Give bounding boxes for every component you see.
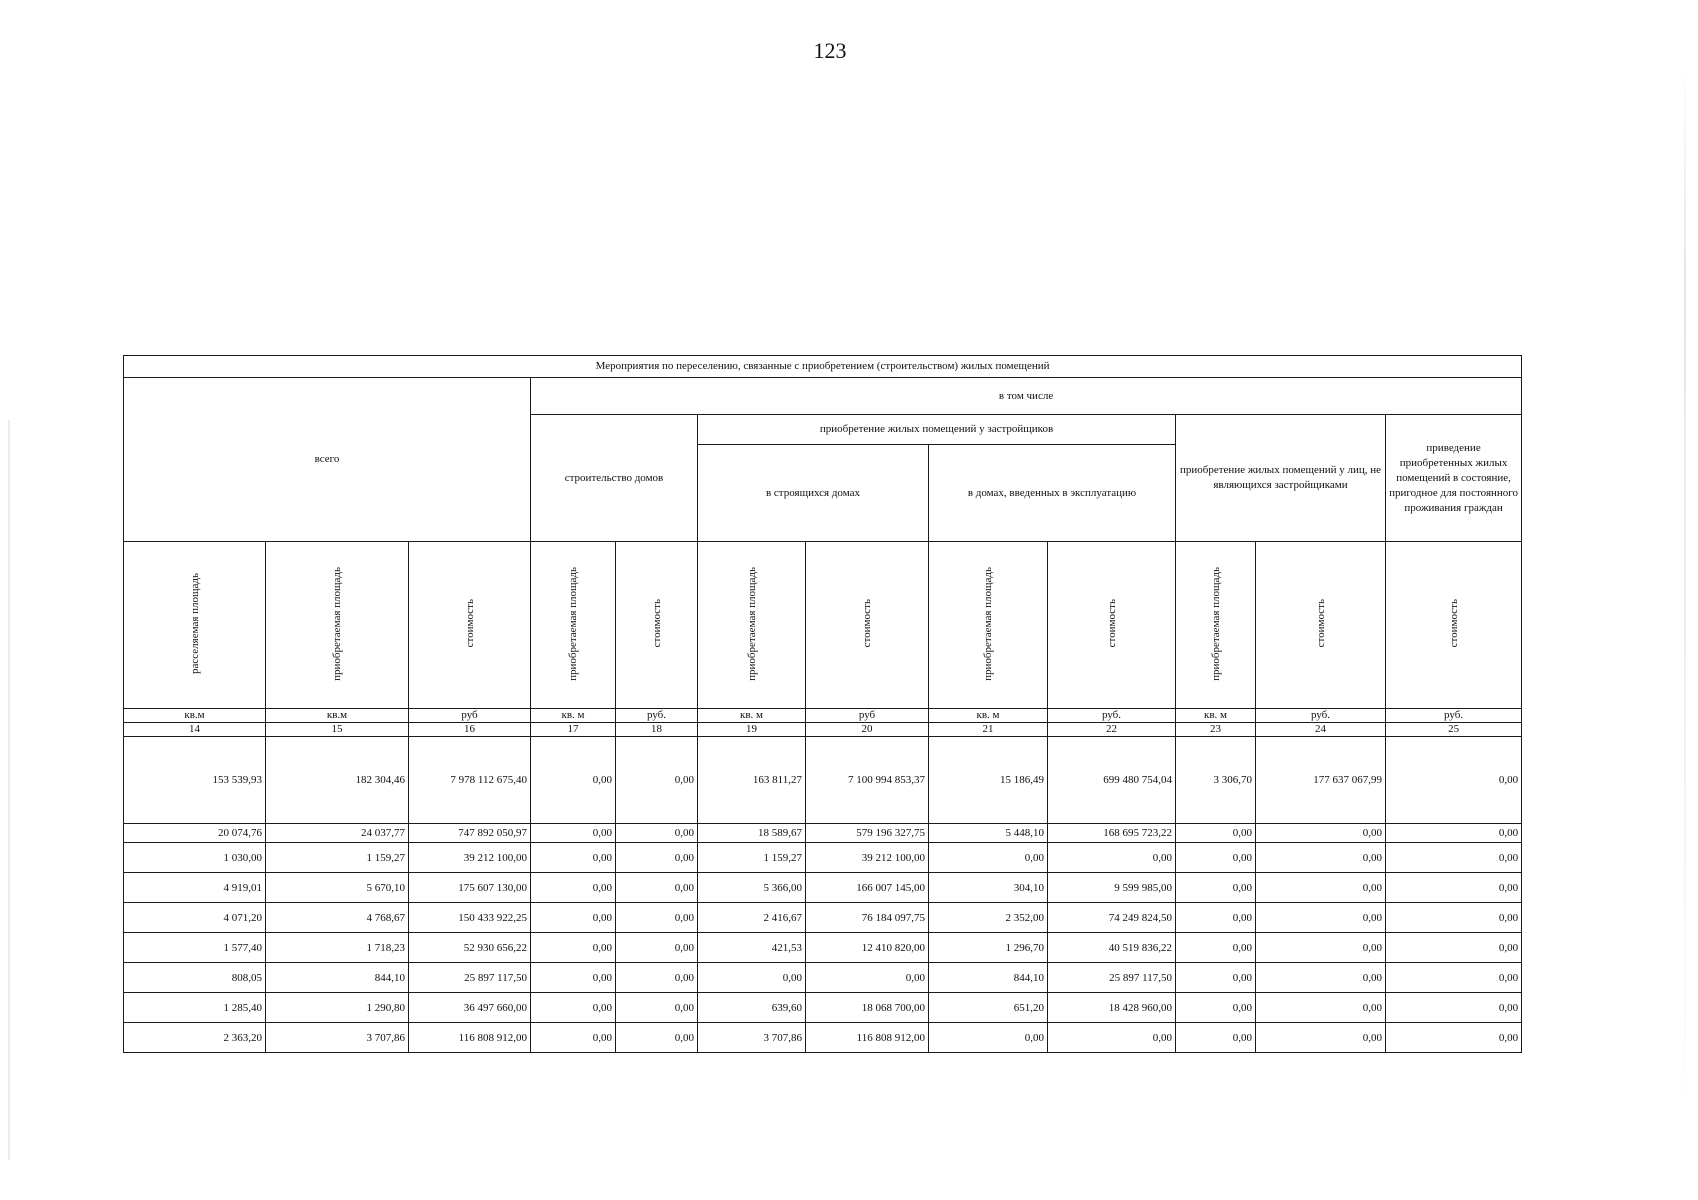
table-cell: 4 071,20 [124, 903, 266, 933]
table-cell: 0,00 [929, 1023, 1048, 1053]
table-cell: 1 718,23 [266, 933, 409, 963]
column-label [806, 542, 929, 709]
column-number: 21 [929, 723, 1048, 737]
header-privedenie: приведение приобретенных жилых помещений в состояние, пригодное для постоянного проживания граждан [1386, 415, 1522, 542]
table-cell: 0,00 [1386, 993, 1522, 1023]
table-cell: 39 212 100,00 [806, 843, 929, 873]
column-label [616, 542, 698, 709]
table-cell: 0,00 [1176, 903, 1256, 933]
column-label [698, 542, 806, 709]
resettlement-table [123, 355, 1522, 1053]
table-row [124, 843, 1522, 873]
table-cell: 0,00 [531, 1023, 616, 1053]
table-cell: 9 599 985,00 [1048, 873, 1176, 903]
column-unit: руб. [616, 709, 698, 723]
table-cell: 150 433 922,25 [409, 903, 531, 933]
table-cell: 1 159,27 [698, 843, 806, 873]
table-cell: 0,00 [1386, 903, 1522, 933]
column-unit: кв. м [531, 709, 616, 723]
column-number: 14 [124, 723, 266, 737]
column-unit: руб [806, 709, 929, 723]
table-cell: 0,00 [1176, 963, 1256, 993]
table-cell: 4 768,67 [266, 903, 409, 933]
table-cell: 0,00 [616, 843, 698, 873]
table-cell: 1 159,27 [266, 843, 409, 873]
table-cell: 0,00 [806, 963, 929, 993]
table-cell: 0,00 [531, 843, 616, 873]
table-cell: 0,00 [1386, 843, 1522, 873]
table-cell: 5 670,10 [266, 873, 409, 903]
table-cell: 5 366,00 [698, 873, 806, 903]
column-label [1176, 542, 1256, 709]
table-row [124, 933, 1522, 963]
table-cell: 18 068 700,00 [806, 993, 929, 1023]
scan-edge-artifact-left [8, 420, 10, 1160]
table-cell: 0,00 [531, 933, 616, 963]
column-number: 17 [531, 723, 616, 737]
table-cell: 0,00 [1386, 933, 1522, 963]
column-label [1048, 542, 1176, 709]
table-cell: 651,20 [929, 993, 1048, 1023]
table-cell: 12 410 820,00 [806, 933, 929, 963]
column-label-text: приобретаемая площадь [1209, 566, 1222, 681]
table-cell: 0,00 [1176, 824, 1256, 843]
table-cell: 0,00 [1386, 1023, 1522, 1053]
column-unit: руб. [1256, 709, 1386, 723]
column-label [1386, 542, 1522, 709]
table-cell: 0,00 [616, 824, 698, 843]
column-number: 15 [266, 723, 409, 737]
column-label-text: стоимость [1447, 599, 1460, 648]
table-cell: 0,00 [531, 824, 616, 843]
table-cell: 0,00 [1256, 824, 1386, 843]
table-cell: 808,05 [124, 963, 266, 993]
column-label-text: стоимость [463, 599, 476, 648]
column-label-text: стоимость [861, 599, 873, 648]
scan-edge-artifact [1684, 60, 1686, 1140]
table-cell: 0,00 [531, 993, 616, 1023]
column-numbers-row [124, 723, 1522, 737]
table-cell: 2 416,67 [698, 903, 806, 933]
table-cell: 0,00 [531, 737, 616, 824]
table-cell: 3 707,86 [698, 1023, 806, 1053]
table-cell: 74 249 824,50 [1048, 903, 1176, 933]
header-priobretenie-zastr: приобретение жилых помещений у застройщиков [698, 415, 1176, 445]
table-cell: 844,10 [266, 963, 409, 993]
table-cell: 163 811,27 [698, 737, 806, 824]
table-cell: 3 306,70 [1176, 737, 1256, 824]
table-cell: 0,00 [616, 873, 698, 903]
table-cell: 177 637 067,99 [1256, 737, 1386, 824]
table-cell: 2 352,00 [929, 903, 1048, 933]
table-cell: 153 539,93 [124, 737, 266, 824]
header-vsego: всего [124, 378, 531, 542]
table-cell: 116 808 912,00 [409, 1023, 531, 1053]
table-cell: 0,00 [616, 737, 698, 824]
table-cell: 15 186,49 [929, 737, 1048, 824]
column-unit: кв. м [698, 709, 806, 723]
page-number: 123 [813, 38, 847, 63]
table-cell: 1 577,40 [124, 933, 266, 963]
table-cell: 7 100 994 853,37 [806, 737, 929, 824]
table-cell: 39 212 100,00 [409, 843, 531, 873]
table-cell: 5 448,10 [929, 824, 1048, 843]
column-label-text: стоимость [650, 599, 663, 648]
header-v-stroyaschihsya: в строящихся домах [698, 445, 929, 542]
table-cell: 0,00 [1256, 963, 1386, 993]
table-cell: 0,00 [1386, 873, 1522, 903]
column-unit: кв. м [929, 709, 1048, 723]
table-cell: 0,00 [1256, 933, 1386, 963]
table-title: Мероприятия по переселению, связанные с приобретением (строительством) жилых помещений [124, 356, 1522, 378]
column-label [266, 542, 409, 709]
column-units-row [124, 709, 1522, 723]
table-cell: 2 363,20 [124, 1023, 266, 1053]
column-number: 25 [1386, 723, 1522, 737]
table-cell: 25 897 117,50 [409, 963, 531, 993]
table-cell: 844,10 [929, 963, 1048, 993]
column-unit: руб. [1386, 709, 1522, 723]
column-unit: руб. [1048, 709, 1176, 723]
table-cell: 7 978 112 675,40 [409, 737, 531, 824]
column-label [531, 542, 616, 709]
table-cell: 0,00 [1176, 993, 1256, 1023]
table-cell: 0,00 [1256, 843, 1386, 873]
table-cell: 0,00 [616, 903, 698, 933]
column-label-text: приобретаемая площадь [982, 566, 994, 681]
table-cell: 0,00 [1048, 843, 1176, 873]
table-cell: 0,00 [616, 993, 698, 1023]
table-body [124, 737, 1522, 1053]
table-row [124, 993, 1522, 1023]
table-cell: 76 184 097,75 [806, 903, 929, 933]
column-label [929, 542, 1048, 709]
table-cell: 1 285,40 [124, 993, 266, 1023]
column-unit: кв.м [124, 709, 266, 723]
column-number: 20 [806, 723, 929, 737]
column-label-text: расселяемая площадь [188, 572, 201, 674]
column-label-text: приобретаемая площадь [567, 566, 579, 681]
table-cell: 4 919,01 [124, 873, 266, 903]
table-cell: 18 589,67 [698, 824, 806, 843]
table-cell: 0,00 [698, 963, 806, 993]
table-cell: 579 196 327,75 [806, 824, 929, 843]
table-cell: 0,00 [1176, 1023, 1256, 1053]
table-cell: 182 304,46 [266, 737, 409, 824]
table-cell: 0,00 [1176, 843, 1256, 873]
column-unit: кв. м [1176, 709, 1256, 723]
column-label-text: стоимость [1314, 599, 1327, 648]
column-number: 19 [698, 723, 806, 737]
table-cell: 24 037,77 [266, 824, 409, 843]
table-row [124, 824, 1522, 843]
table-cell: 0,00 [1256, 903, 1386, 933]
table-cell: 0,00 [1256, 873, 1386, 903]
table-cell: 18 428 960,00 [1048, 993, 1176, 1023]
table-row [124, 903, 1522, 933]
column-number: 24 [1256, 723, 1386, 737]
column-label-text: приобретаемая площадь [331, 566, 343, 681]
column-unit: руб [409, 709, 531, 723]
table-cell: 166 007 145,00 [806, 873, 929, 903]
table-cell: 0,00 [1176, 933, 1256, 963]
column-label [409, 542, 531, 709]
table-cell: 1 030,00 [124, 843, 266, 873]
table-cell: 0,00 [1386, 963, 1522, 993]
table-cell: 116 808 912,00 [806, 1023, 929, 1053]
table-cell: 168 695 723,22 [1048, 824, 1176, 843]
table-cell: 52 930 656,22 [409, 933, 531, 963]
table-cell: 0,00 [1256, 993, 1386, 1023]
column-label [1256, 542, 1386, 709]
table-row [124, 737, 1522, 824]
table-row [124, 963, 1522, 993]
table-cell: 304,10 [929, 873, 1048, 903]
table-cell: 747 892 050,97 [409, 824, 531, 843]
table-cell: 20 074,76 [124, 824, 266, 843]
table-cell: 0,00 [929, 843, 1048, 873]
table-row [124, 873, 1522, 903]
table-cell: 0,00 [616, 933, 698, 963]
table-cell: 0,00 [531, 903, 616, 933]
column-label-text: стоимость [1105, 599, 1118, 648]
table-cell: 40 519 836,22 [1048, 933, 1176, 963]
table-cell: 0,00 [1386, 824, 1522, 843]
column-labels-row [124, 542, 1522, 709]
column-unit: кв.м [266, 709, 409, 723]
table-cell: 0,00 [531, 963, 616, 993]
header-stroitelstvo: строительство домов [531, 415, 698, 542]
header-v-tom-chisle: в том числе [531, 378, 1522, 415]
table-cell: 0,00 [616, 1023, 698, 1053]
column-number: 18 [616, 723, 698, 737]
table-cell: 639,60 [698, 993, 806, 1023]
column-number: 22 [1048, 723, 1176, 737]
header-priobretenie-lic: приобретение жилых помещений у лиц, не являющихся застройщиками [1176, 415, 1386, 542]
table-cell: 0,00 [1386, 737, 1522, 824]
table-cell: 0,00 [1048, 1023, 1176, 1053]
column-number: 16 [409, 723, 531, 737]
column-label [124, 542, 266, 709]
table-cell: 175 607 130,00 [409, 873, 531, 903]
table-cell: 0,00 [1256, 1023, 1386, 1053]
table-cell: 0,00 [1176, 873, 1256, 903]
column-number: 23 [1176, 723, 1256, 737]
table-cell: 25 897 117,50 [1048, 963, 1176, 993]
table-cell: 0,00 [616, 963, 698, 993]
table-cell: 1 290,80 [266, 993, 409, 1023]
header-v-vvedennyh: в домах, введенных в эксплуатацию [929, 445, 1176, 542]
table-row [124, 1023, 1522, 1053]
table-cell: 3 707,86 [266, 1023, 409, 1053]
table-cell: 1 296,70 [929, 933, 1048, 963]
column-label-text: приобретаемая площадь [745, 566, 758, 681]
table-cell: 36 497 660,00 [409, 993, 531, 1023]
table-cell: 421,53 [698, 933, 806, 963]
table-cell: 699 480 754,04 [1048, 737, 1176, 824]
table-cell: 0,00 [531, 873, 616, 903]
